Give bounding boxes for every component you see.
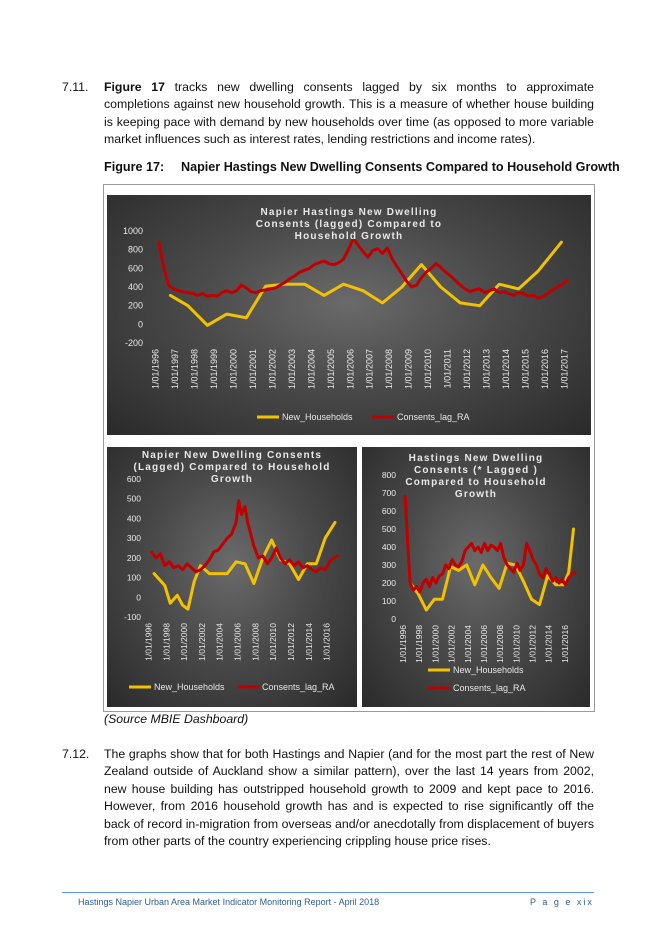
- y-tick-label: 100: [381, 596, 396, 606]
- chart-combined-title: Napier Hastings New Dwelling Consents (lagged) Compared to Household Growth: [255, 207, 443, 242]
- x-tick-label: 1/01/1997: [170, 349, 181, 390]
- x-tick-label: 1/01/2000: [228, 349, 239, 390]
- x-tick-label: 1/01/2003: [286, 349, 297, 390]
- x-tick-label: 1/01/2004: [214, 623, 225, 661]
- x-tick-label: 1/01/1996: [143, 623, 154, 661]
- y-tick-label: 0: [391, 614, 396, 624]
- x-tick-label: 1/01/2016: [539, 349, 550, 390]
- chart-panel-napier: [107, 447, 357, 707]
- paragraph-number-7-11: 7.11.: [62, 80, 89, 94]
- x-tick-label: 1/01/2016: [321, 623, 332, 661]
- chart-hastings-title: Hastings New Dwelling Consents (* Lagged ) Compared to Household Growth: [405, 453, 547, 500]
- x-tick-label: 1/01/2014: [500, 349, 511, 390]
- y-tick-label: 200: [126, 552, 141, 563]
- x-tick-label: 1/01/2012: [286, 623, 296, 661]
- y-tick-label: 400: [381, 542, 396, 552]
- x-tick-label: 1/01/2010: [423, 349, 434, 390]
- x-tick-label: 1/01/2006: [345, 349, 356, 390]
- x-tick-label: 1/01/2013: [481, 349, 492, 390]
- paragraph-7-12: The graphs show that for both Hastings and Napier (and for the most part the rest of New Zealand outside of Auckland show a similar pattern), over the last 14 years from 2002, new house building has outstripped household growth to 2009 and kept pace to 2016. However, from 2016 household growth has and is expected to rise significantly off the back of record in-migration from overseas and/or anecdotally from displacement of buyers from other parts of the country experiencing crippling house price rises.: [104, 747, 594, 849]
- figure-caption: [104, 160, 620, 174]
- figure-label: Figure 17:: [104, 160, 165, 174]
- x-tick-label: 1/01/2008: [384, 349, 395, 390]
- source-note: (Source MBIE Dashboard): [104, 712, 249, 726]
- x-tick-label: 1/01/2002: [196, 623, 207, 661]
- x-tick-label: 1/01/1996: [150, 349, 161, 390]
- y-tick-label: -100: [123, 612, 141, 622]
- x-tick-label: 1/01/1996: [398, 625, 409, 663]
- x-tick-label: 1/01/2009: [403, 349, 414, 390]
- y-tick-label: 300: [126, 533, 141, 544]
- x-tick-label: 1/01/2000: [430, 625, 441, 663]
- x-tick-label: 1/01/1999: [209, 349, 220, 390]
- y-tick-label: 200: [127, 300, 143, 311]
- x-tick-label: 1/01/2004: [306, 349, 317, 390]
- y-tick-label: 400: [126, 513, 141, 524]
- y-tick-label: 500: [126, 493, 141, 504]
- paragraph-7-11-text: tracks new dwelling consents lagged by six months to approximate completions against new household growth. This is a measure of whether house building is keeping pace with demand by new households over time (as opposed to more variable market influences such as interest rates, lending restrictions and income rates).: [104, 80, 594, 147]
- x-tick-label: 1/01/2014: [543, 625, 554, 663]
- paragraph-number-7-12: 7.12.: [62, 747, 90, 761]
- legend-label: Consents_lag_RA: [397, 412, 470, 422]
- y-tick-label: 0: [136, 592, 141, 603]
- x-tick-label: 1/01/2006: [232, 623, 243, 661]
- y-tick-label: 500: [381, 524, 396, 534]
- figure-title: Napier Hastings New Dwelling Consents Compared to Household Growth: [181, 160, 620, 174]
- y-tick-label: 800: [127, 244, 143, 255]
- legend-label: New_Households: [453, 665, 524, 675]
- y-tick-label: 100: [126, 572, 141, 583]
- x-tick-label: 1/01/2012: [527, 625, 538, 663]
- y-tick-label: 1000: [122, 226, 143, 236]
- x-tick-label: 1/01/2011: [442, 349, 453, 389]
- x-tick-label: 1/01/2015: [520, 349, 531, 390]
- series-line-new-households: [410, 529, 573, 610]
- y-tick-label: 0: [137, 319, 143, 330]
- chart-napier-title: Napier New Dwelling Consents (Lagged) Compared to Household Growth: [133, 450, 331, 485]
- figure-box: [103, 184, 595, 712]
- x-tick-label: 1/01/2010: [268, 623, 279, 661]
- paragraph-7-11: [104, 79, 594, 149]
- legend-label: New_Households: [154, 682, 225, 692]
- legend-label: Consents_lag_RA: [262, 682, 335, 692]
- y-tick-label: 200: [381, 578, 396, 588]
- x-tick-label: 1/01/2006: [478, 625, 489, 663]
- y-tick-label: 700: [381, 488, 396, 498]
- x-tick-label: 1/01/2010: [511, 625, 522, 663]
- x-tick-label: 1/01/2012: [462, 349, 472, 390]
- x-tick-label: 1/01/1998: [161, 623, 172, 661]
- y-tick-label: 600: [127, 263, 143, 274]
- x-tick-label: 1/01/2014: [303, 623, 314, 661]
- footer-page-number: P a g e xix: [530, 897, 594, 907]
- y-tick-label: 600: [381, 506, 396, 516]
- y-tick-label: 400: [127, 282, 143, 292]
- x-tick-label: 1/01/2005: [325, 349, 336, 390]
- series-line-consents-lag-ra: [152, 501, 338, 572]
- x-tick-label: 1/01/2002: [267, 349, 278, 390]
- figure-reference: Figure 17: [104, 80, 165, 94]
- y-tick-label: -200: [124, 338, 143, 348]
- chart-napier: [107, 447, 357, 707]
- legend-label: New_Households: [282, 412, 353, 422]
- x-tick-label: 1/01/2001: [248, 349, 258, 390]
- y-tick-label: 600: [126, 474, 141, 484]
- x-tick-label: 1/01/2008: [495, 625, 506, 663]
- y-tick-label: 800: [381, 470, 396, 480]
- footer-report-title: Hastings Napier Urban Area Market Indicator Monitoring Report - April 2018: [78, 897, 380, 907]
- footer-rule: [62, 892, 594, 893]
- chart-panel-hastings: [362, 447, 590, 707]
- x-tick-label: 1/01/2016: [559, 625, 570, 663]
- x-tick-label: 1/01/1998: [189, 349, 200, 390]
- x-tick-label: 1/01/1998: [414, 625, 425, 663]
- chart-panel-combined: [107, 195, 591, 435]
- y-tick-label: 300: [381, 560, 396, 570]
- x-tick-label: 1/01/2000: [179, 623, 190, 661]
- x-tick-label: 1/01/2008: [250, 623, 261, 661]
- legend-label: Consents_lag_RA: [453, 683, 526, 693]
- x-tick-label: 1/01/2002: [446, 625, 457, 663]
- x-tick-label: 1/01/2017: [559, 349, 570, 390]
- x-tick-label: 1/01/2007: [364, 349, 375, 390]
- x-tick-label: 1/01/2004: [462, 625, 473, 663]
